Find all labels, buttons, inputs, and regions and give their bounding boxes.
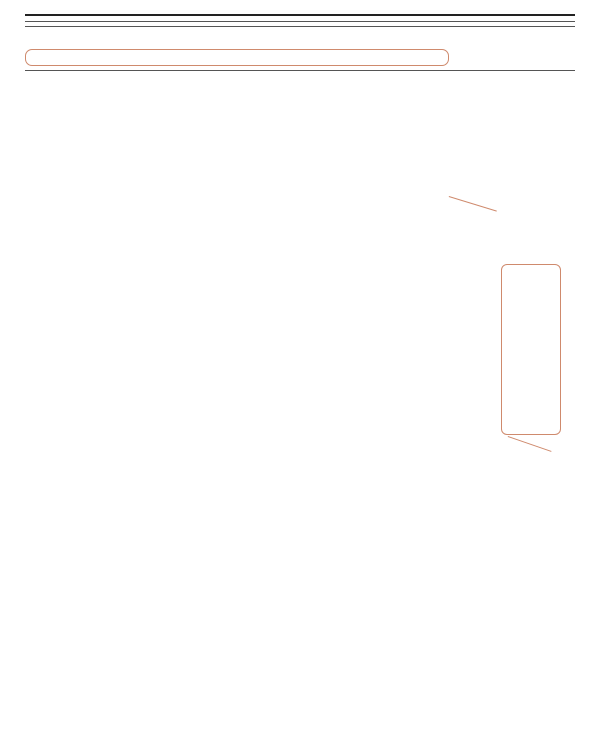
divider bbox=[25, 21, 575, 22]
report-title bbox=[0, 0, 600, 7]
custom-values-box bbox=[25, 49, 449, 66]
custom-column-box bbox=[501, 264, 561, 435]
custom-values-wrap bbox=[25, 49, 575, 68]
distribution-table-section bbox=[0, 431, 600, 435]
d-values-row bbox=[30, 32, 570, 46]
annotation-connector bbox=[508, 436, 552, 452]
annotation-connector bbox=[449, 196, 497, 212]
divider bbox=[25, 70, 575, 71]
divider bbox=[25, 14, 575, 16]
divider bbox=[25, 26, 575, 27]
chart-plot-area bbox=[46, 252, 469, 405]
